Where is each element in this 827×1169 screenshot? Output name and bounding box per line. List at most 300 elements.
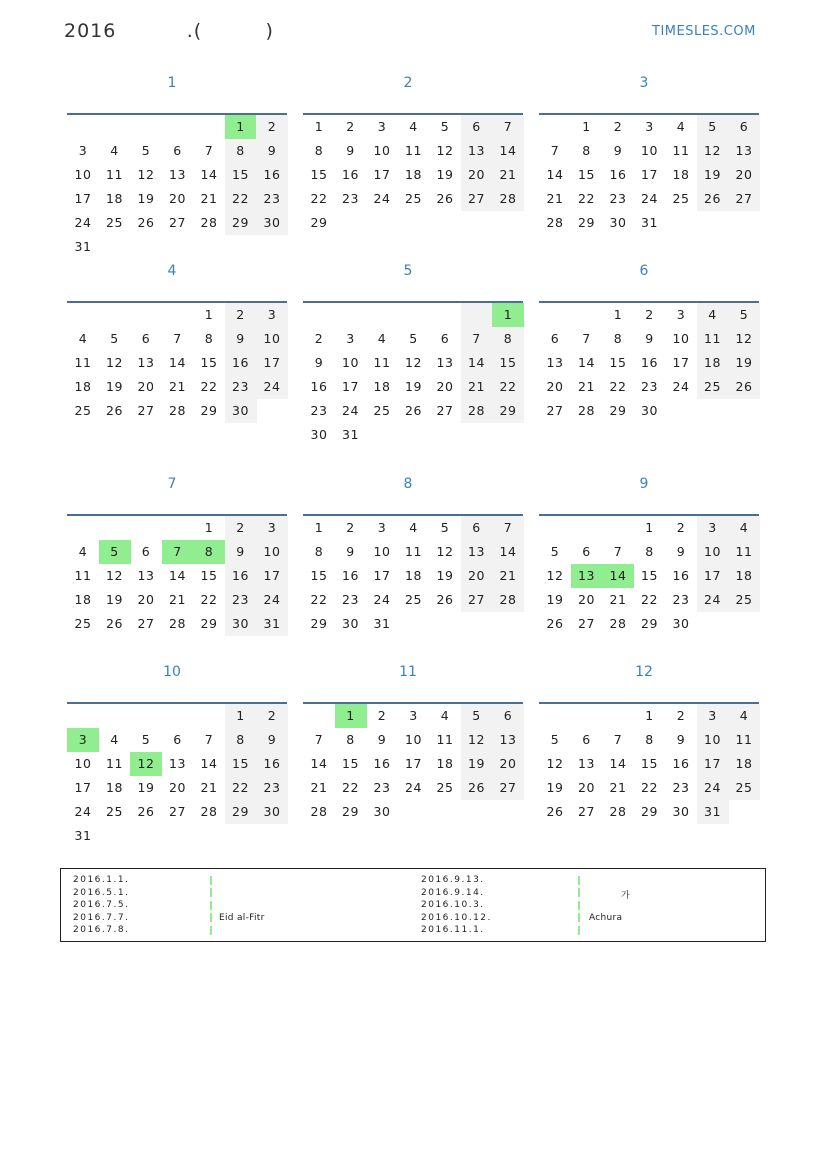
- day-cell: 2: [645, 307, 654, 322]
- day-cell: 21: [492, 163, 524, 187]
- day-cell: 18: [74, 592, 92, 607]
- day-cell: 14: [609, 756, 627, 771]
- day-cell: 15: [200, 355, 218, 370]
- day-cell: 17: [256, 564, 288, 588]
- day-cell: 30: [256, 211, 288, 235]
- day-cell: 15: [492, 351, 524, 375]
- holiday-day-cell: 1: [492, 303, 524, 327]
- day-cell: 5: [550, 732, 560, 747]
- holiday-date: 2016.9.13.: [421, 875, 485, 885]
- day-cell: 11: [405, 143, 422, 158]
- day-cell: 10: [342, 355, 359, 370]
- day-cell: 27: [546, 403, 564, 418]
- day-cell: 26: [546, 616, 564, 631]
- day-cell: 30: [609, 215, 627, 230]
- day-cell: 16: [225, 564, 257, 588]
- day-cell: 10: [697, 540, 729, 564]
- day-cell: 15: [225, 163, 257, 187]
- day-cell: 24: [641, 191, 658, 206]
- day-cell: 14: [200, 756, 218, 771]
- day-cell: 1: [582, 119, 591, 134]
- day-cell: 19: [546, 780, 564, 795]
- day-cell: 14: [492, 540, 524, 564]
- day-cell: 29: [225, 800, 257, 824]
- day-cell: 22: [225, 187, 257, 211]
- holiday-date: 2016.1.1.: [73, 875, 130, 885]
- month-label: 10: [163, 664, 181, 680]
- day-cell: 23: [310, 403, 328, 418]
- day-cell: 13: [436, 355, 454, 370]
- holiday-date: 2016.7.5.: [73, 900, 130, 910]
- day-cell: 23: [225, 375, 257, 399]
- holiday-day-cell: 7: [162, 540, 194, 564]
- day-cell: 12: [106, 568, 123, 583]
- day-cell: 9: [256, 728, 288, 752]
- day-cell: 10: [672, 331, 690, 346]
- holiday-marker: [210, 888, 212, 897]
- day-cell: 30: [672, 804, 690, 819]
- day-cell: 13: [578, 756, 595, 771]
- day-cell: 8: [613, 331, 623, 346]
- day-cell: 7: [204, 732, 214, 747]
- month-label: 8: [403, 476, 413, 492]
- day-cell: 27: [436, 403, 454, 418]
- day-cell: 27: [728, 187, 760, 211]
- day-cell: 17: [74, 780, 92, 795]
- day-cell: 29: [200, 403, 218, 418]
- day-cell: 20: [728, 163, 760, 187]
- day-cell: 19: [546, 592, 564, 607]
- holiday-day-cell: 8: [193, 540, 225, 564]
- day-cell: 20: [137, 379, 155, 394]
- day-cell: 5: [440, 119, 450, 134]
- day-cell: 13: [461, 139, 493, 163]
- day-cell: 25: [728, 588, 760, 612]
- day-cell: 17: [697, 564, 729, 588]
- day-cell: 22: [492, 375, 524, 399]
- day-cell: 16: [342, 167, 359, 182]
- holiday-name: Achura: [589, 912, 623, 923]
- day-cell: 23: [641, 379, 658, 394]
- day-cell: 7: [550, 143, 560, 158]
- day-cell: 18: [106, 191, 123, 206]
- day-cell: 8: [346, 732, 355, 747]
- day-cell: 6: [141, 331, 151, 346]
- day-cell: 19: [405, 379, 422, 394]
- day-cell: 25: [728, 776, 760, 800]
- day-cell: 25: [672, 191, 690, 206]
- day-cell: 1: [645, 520, 654, 535]
- day-cell: 1: [314, 119, 324, 134]
- day-cell: 31: [74, 239, 92, 254]
- day-cell: 3: [256, 516, 288, 540]
- day-cell: 20: [137, 592, 155, 607]
- day-cell: 7: [204, 143, 214, 158]
- day-cell: 11: [728, 540, 760, 564]
- day-cell: 24: [672, 379, 690, 394]
- day-cell: 19: [697, 163, 729, 187]
- day-cell: 2: [225, 303, 257, 327]
- day-cell: 21: [609, 780, 627, 795]
- day-cell: 3: [346, 331, 355, 346]
- day-cell: 2: [346, 119, 355, 134]
- day-cell: 9: [377, 732, 387, 747]
- day-cell: 16: [609, 167, 627, 182]
- month-label: 11: [399, 664, 417, 680]
- day-cell: 16: [342, 568, 359, 583]
- day-cell: 10: [74, 167, 92, 182]
- day-cell: 14: [310, 756, 328, 771]
- day-cell: 25: [106, 215, 123, 230]
- holiday-name: Eid al-Fitr: [219, 912, 265, 923]
- day-cell: 8: [645, 544, 654, 559]
- day-cell: 5: [141, 732, 151, 747]
- day-cell: 22: [609, 379, 627, 394]
- day-cell: 15: [609, 355, 627, 370]
- day-cell: 25: [697, 375, 729, 399]
- day-cell: 31: [697, 800, 729, 824]
- day-cell: 28: [609, 804, 627, 819]
- day-cell: 14: [492, 139, 524, 163]
- holiday-date: 2016.7.8.: [73, 925, 130, 935]
- day-cell: 7: [613, 732, 623, 747]
- day-cell: 4: [78, 331, 88, 346]
- day-cell: 24: [256, 375, 288, 399]
- month-label: 5: [403, 263, 413, 279]
- day-cell: 5: [141, 143, 151, 158]
- day-cell: 17: [342, 379, 359, 394]
- day-cell: 23: [342, 592, 359, 607]
- day-cell: 24: [697, 776, 729, 800]
- day-cell: 6: [173, 143, 182, 158]
- day-cell: 30: [256, 800, 288, 824]
- day-cell: 28: [200, 804, 218, 819]
- day-cell: 20: [169, 191, 186, 206]
- day-cell: 2: [256, 115, 288, 139]
- day-cell: 29: [225, 211, 257, 235]
- day-cell: 29: [578, 215, 595, 230]
- day-cell: 3: [676, 307, 686, 322]
- day-cell: 23: [672, 592, 690, 607]
- day-cell: 30: [225, 399, 257, 423]
- day-cell: 13: [169, 167, 186, 182]
- day-cell: 25: [405, 592, 422, 607]
- day-cell: 6: [492, 704, 524, 728]
- day-cell: 30: [672, 616, 690, 631]
- day-cell: 30: [310, 427, 328, 442]
- day-cell: 28: [609, 616, 627, 631]
- day-cell: 17: [697, 752, 729, 776]
- day-cell: 25: [74, 616, 92, 631]
- day-cell: 7: [314, 732, 324, 747]
- day-cell: 28: [546, 215, 564, 230]
- holiday-day-cell: 1: [335, 704, 367, 728]
- day-cell: 4: [78, 544, 88, 559]
- day-cell: 1: [225, 704, 257, 728]
- day-cell: 31: [641, 215, 658, 230]
- day-cell: 23: [342, 191, 359, 206]
- day-cell: 30: [225, 612, 257, 636]
- day-cell: 29: [310, 215, 328, 230]
- day-cell: 5: [728, 303, 760, 327]
- day-cell: 14: [578, 355, 595, 370]
- holiday-marker: [578, 888, 580, 897]
- day-cell: 9: [676, 732, 686, 747]
- day-cell: 20: [578, 780, 595, 795]
- day-cell: 9: [256, 139, 288, 163]
- holiday-date: 2016.10.3.: [421, 900, 485, 910]
- day-cell: 11: [373, 355, 391, 370]
- day-cell: 14: [546, 167, 564, 182]
- day-cell: 5: [440, 520, 450, 535]
- day-cell: 9: [346, 143, 355, 158]
- day-cell: 23: [609, 191, 627, 206]
- day-cell: 5: [409, 331, 418, 346]
- holiday-day-cell: 1: [225, 115, 257, 139]
- day-cell: 31: [74, 828, 92, 843]
- day-cell: 19: [436, 167, 454, 182]
- day-cell: 10: [256, 327, 288, 351]
- month-label: 12: [635, 664, 653, 680]
- holiday-name: 가: [621, 890, 630, 901]
- day-cell: 22: [200, 592, 218, 607]
- day-cell: 18: [672, 167, 690, 182]
- day-cell: 11: [106, 756, 123, 771]
- day-cell: 29: [641, 616, 658, 631]
- day-cell: 26: [436, 191, 454, 206]
- day-cell: 28: [200, 215, 218, 230]
- day-cell: 24: [74, 804, 92, 819]
- day-cell: 22: [641, 592, 658, 607]
- day-cell: 29: [609, 403, 627, 418]
- holiday-day-cell: 12: [130, 752, 162, 776]
- day-cell: 28: [461, 399, 493, 423]
- day-cell: 2: [346, 520, 355, 535]
- day-cell: 3: [256, 303, 288, 327]
- day-cell: 23: [256, 776, 288, 800]
- day-cell: 9: [225, 327, 257, 351]
- day-cell: 7: [582, 331, 591, 346]
- holiday-marker: [210, 913, 212, 922]
- day-cell: 22: [342, 780, 359, 795]
- day-cell: 17: [74, 191, 92, 206]
- day-cell: 27: [461, 187, 493, 211]
- month-label: 1: [167, 75, 177, 91]
- day-cell: 20: [461, 163, 493, 187]
- day-cell: 7: [492, 115, 524, 139]
- day-cell: 8: [645, 732, 654, 747]
- day-cell: 15: [310, 167, 328, 182]
- day-cell: 3: [645, 119, 654, 134]
- day-cell: 8: [314, 143, 324, 158]
- day-cell: 21: [578, 379, 595, 394]
- day-cell: 24: [74, 215, 92, 230]
- day-cell: 24: [697, 588, 729, 612]
- day-cell: 5: [461, 704, 493, 728]
- day-cell: 18: [436, 756, 454, 771]
- day-cell: 22: [578, 191, 595, 206]
- day-cell: 15: [641, 568, 658, 583]
- day-cell: 2: [377, 708, 387, 723]
- day-cell: 9: [645, 331, 654, 346]
- day-cell: 27: [578, 616, 595, 631]
- day-cell: 6: [582, 544, 591, 559]
- day-cell: 12: [728, 327, 760, 351]
- day-cell: 3: [697, 516, 729, 540]
- day-cell: 16: [310, 379, 328, 394]
- day-cell: 11: [672, 143, 690, 158]
- day-cell: 26: [106, 403, 123, 418]
- day-cell: 4: [440, 708, 450, 723]
- day-cell: 17: [373, 568, 391, 583]
- day-cell: 10: [373, 143, 391, 158]
- day-cell: 21: [200, 780, 218, 795]
- day-cell: 25: [74, 403, 92, 418]
- brand-link[interactable]: TIMESLES.COM: [652, 24, 756, 39]
- day-cell: 12: [697, 139, 729, 163]
- day-cell: 30: [373, 804, 391, 819]
- day-cell: 4: [676, 119, 686, 134]
- holiday-date: 2016.5.1.: [73, 887, 130, 898]
- day-cell: 28: [492, 187, 524, 211]
- day-cell: 31: [256, 612, 288, 636]
- day-cell: 7: [492, 516, 524, 540]
- day-cell: 26: [106, 616, 123, 631]
- day-cell: 22: [225, 776, 257, 800]
- day-cell: 11: [697, 327, 729, 351]
- holiday-date: 2016.10.12.: [421, 912, 492, 923]
- day-cell: 8: [204, 331, 214, 346]
- day-cell: 17: [641, 167, 658, 182]
- day-cell: 16: [225, 351, 257, 375]
- day-cell: 26: [405, 403, 422, 418]
- day-cell: 25: [436, 780, 454, 795]
- day-cell: 5: [697, 115, 729, 139]
- day-cell: 13: [169, 756, 186, 771]
- day-cell: 3: [377, 520, 387, 535]
- day-cell: 20: [578, 592, 595, 607]
- day-cell: 18: [728, 752, 760, 776]
- day-cell: 4: [728, 516, 760, 540]
- day-cell: 10: [373, 544, 391, 559]
- day-cell: 27: [169, 215, 186, 230]
- day-cell: 10: [256, 540, 288, 564]
- day-cell: 17: [373, 167, 391, 182]
- day-cell: 26: [137, 215, 155, 230]
- day-cell: 24: [342, 403, 359, 418]
- day-cell: 10: [74, 756, 92, 771]
- day-cell: 27: [578, 804, 595, 819]
- day-cell: 4: [110, 732, 119, 747]
- day-cell: 15: [225, 752, 257, 776]
- day-cell: 8: [314, 544, 324, 559]
- day-cell: 31: [342, 427, 359, 442]
- day-cell: 9: [225, 540, 257, 564]
- day-cell: 12: [137, 167, 155, 182]
- day-cell: 21: [461, 375, 493, 399]
- day-cell: 8: [225, 728, 257, 752]
- day-cell: 2: [676, 520, 686, 535]
- day-cell: 22: [310, 592, 328, 607]
- day-cell: 27: [461, 588, 493, 612]
- holiday-marker: [578, 901, 580, 910]
- day-cell: 4: [377, 331, 387, 346]
- day-cell: 16: [641, 355, 658, 370]
- day-cell: 24: [256, 588, 288, 612]
- day-cell: 6: [173, 732, 182, 747]
- day-cell: 11: [106, 167, 123, 182]
- day-cell: 26: [436, 592, 454, 607]
- day-cell: 26: [461, 776, 493, 800]
- day-cell: 7: [173, 331, 182, 346]
- day-cell: 4: [697, 303, 729, 327]
- day-cell: 14: [169, 568, 186, 583]
- day-cell: 5: [110, 331, 119, 346]
- day-cell: 4: [409, 520, 418, 535]
- day-cell: 12: [106, 355, 123, 370]
- day-cell: 25: [106, 804, 123, 819]
- day-cell: 11: [405, 544, 422, 559]
- day-cell: 19: [461, 752, 493, 776]
- day-cell: 31: [373, 616, 391, 631]
- holiday-marker: [578, 913, 580, 922]
- holiday-legend: [60, 868, 766, 942]
- day-cell: 14: [200, 167, 218, 182]
- holiday-marker: [210, 876, 212, 885]
- day-cell: 28: [578, 403, 595, 418]
- day-cell: 13: [137, 568, 155, 583]
- day-cell: 7: [613, 544, 623, 559]
- weekend-blank-cell: [461, 303, 493, 327]
- day-cell: 4: [728, 704, 760, 728]
- day-cell: 26: [697, 187, 729, 211]
- day-cell: 28: [169, 616, 186, 631]
- day-cell: 14: [461, 351, 493, 375]
- day-cell: 16: [373, 756, 391, 771]
- day-cell: 12: [461, 728, 493, 752]
- day-cell: 13: [137, 355, 155, 370]
- day-cell: 23: [225, 588, 257, 612]
- holiday-marker: [578, 926, 580, 935]
- day-cell: 12: [405, 355, 422, 370]
- day-cell: 29: [200, 616, 218, 631]
- day-cell: 1: [613, 307, 623, 322]
- day-cell: 25: [373, 403, 391, 418]
- day-cell: 20: [436, 379, 454, 394]
- day-cell: 29: [342, 804, 359, 819]
- day-cell: 11: [728, 728, 760, 752]
- day-cell: 16: [256, 163, 288, 187]
- day-cell: 26: [728, 375, 760, 399]
- day-cell: 12: [546, 756, 564, 771]
- day-cell: 2: [225, 516, 257, 540]
- holiday-marker: [578, 876, 580, 885]
- day-cell: 22: [310, 191, 328, 206]
- day-cell: 6: [728, 115, 760, 139]
- day-cell: 10: [405, 732, 422, 747]
- day-cell: 19: [728, 351, 760, 375]
- day-cell: 16: [672, 568, 690, 583]
- day-cell: 9: [314, 355, 324, 370]
- day-cell: 21: [609, 592, 627, 607]
- day-cell: 13: [461, 540, 493, 564]
- day-cell: 9: [613, 143, 623, 158]
- day-cell: 7: [461, 327, 493, 351]
- day-cell: 27: [137, 403, 155, 418]
- day-cell: 12: [436, 143, 454, 158]
- day-cell: 1: [645, 708, 654, 723]
- day-cell: 21: [169, 592, 186, 607]
